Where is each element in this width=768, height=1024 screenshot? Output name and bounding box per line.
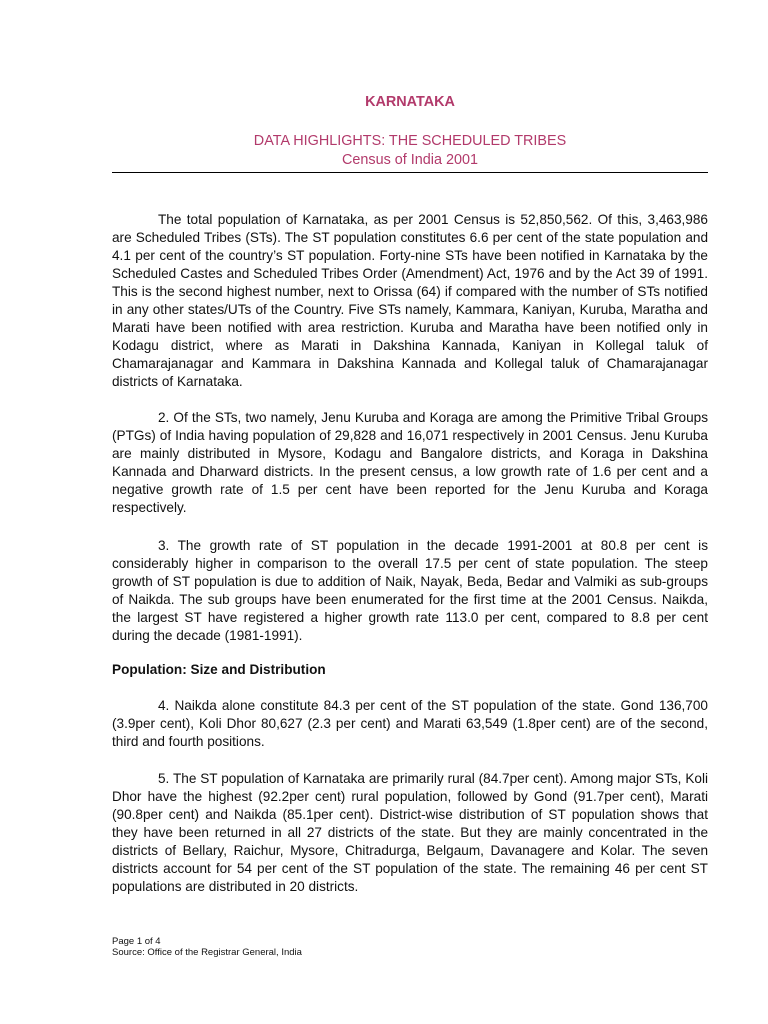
source-note: Source: Office of the Registrar General, India bbox=[112, 947, 302, 958]
header-divider bbox=[112, 172, 708, 173]
page-number: Page 1 of 4 bbox=[112, 936, 161, 947]
paragraph-3: 3. The growth rate of ST population in the decade 1991-2001 at 80.8 per cent is considerably higher in comparison to the overall 17.5 per cent of state population. The steep growth of ST population is due to addition of Naik, Nayak, Beda, Bedar and Valmiki as sub-groups of Naikda. The sub groups have been enumerated for the first time at the 2001 Census. Naikda, the largest ST have registered a higher growth rate 113.0 per cent, compared to 8.8 per cent during the decade (1981-1991). bbox=[112, 538, 708, 643]
paragraph-1: The total population of Karnataka, as per 2001 Census is 52,850,562. Of this, 3,463,986 are Scheduled Tribes (STs). The ST population constitutes 6.6 per cent of the state population and 4.1 per cent of the country’s ST population. Forty-nine STs have been notified in Karnataka by the Scheduled Castes and Scheduled Tribes Order (Amendment) Act, 1976 and by the Act 39 of 1991. This is the second highest number, next to Orissa (64) if compared with the number of STs notified in any other states/UTs of the Country. Five STs namely, Kammara, Kaniyan, Kuruba, Maratha and Marati have been notified with area restriction. Kuruba and Maratha have been notified only in Kodagu district, where as Marati in Dakshina Kannada, Kaniyan in Kollegal taluk of Chamarajanagar and Kammara in Dakshina Kannada and Kollegal taluk of Chamarajanagar districts of Karnataka. bbox=[112, 212, 708, 389]
section-heading: Population: Size and Distribution bbox=[112, 662, 326, 677]
paragraph-2: 2. Of the STs, two namely, Jenu Kuruba and Koraga are among the Primitive Tribal Groups (PTGs) of India having population of 29,828 and 16,071 respectively in 2001 Census. Jenu Kuruba are mainly distributed in Mysore, Kodagu and Bangalore districts, and Koraga in Dakshina Kannada and Dharward districts. In the present census, a low growth rate of 1.6 per cent and a negative growth rate of 1.5 per cent have been reported for the Jenu Kuruba and Koraga respectively. bbox=[112, 410, 708, 515]
page-title: KARNATAKA bbox=[365, 94, 455, 110]
census-label: Census of India 2001 bbox=[341, 152, 478, 168]
paragraph-5: 5. The ST population of Karnataka are primarily rural (84.7per cent). Among major STs, Koli Dhor have the highest (92.2per cent) rural population, followed by Gond (91.7per cent), Marati (90.8per cent) and Naikda (85.1per cent). District-wise distribution of ST population shows that they have been returned in all 27 districts of the state. But they are mainly concentrated in the districts of Bellary, Raichur, Mysore, Chitradurga, Belgaum, Davanagere and Kolar. The seven districts account for 54 per cent of the ST population of the state. The remaining 46 per cent ST populations are distributed in 20 districts. bbox=[112, 771, 708, 894]
page-subtitle: DATA HIGHLIGHTS: THE SCHEDULED TRIBES bbox=[253, 133, 567, 149]
paragraph-4: 4. Naikda alone constitute 84.3 per cent of the ST population of the state. Gond 136,700 (3.9per cent), Koli Dhor 80,627 (2.3 per cent) and Marati 63,549 (1.8per cent) are of the second, third and fourth positions. bbox=[112, 698, 708, 749]
